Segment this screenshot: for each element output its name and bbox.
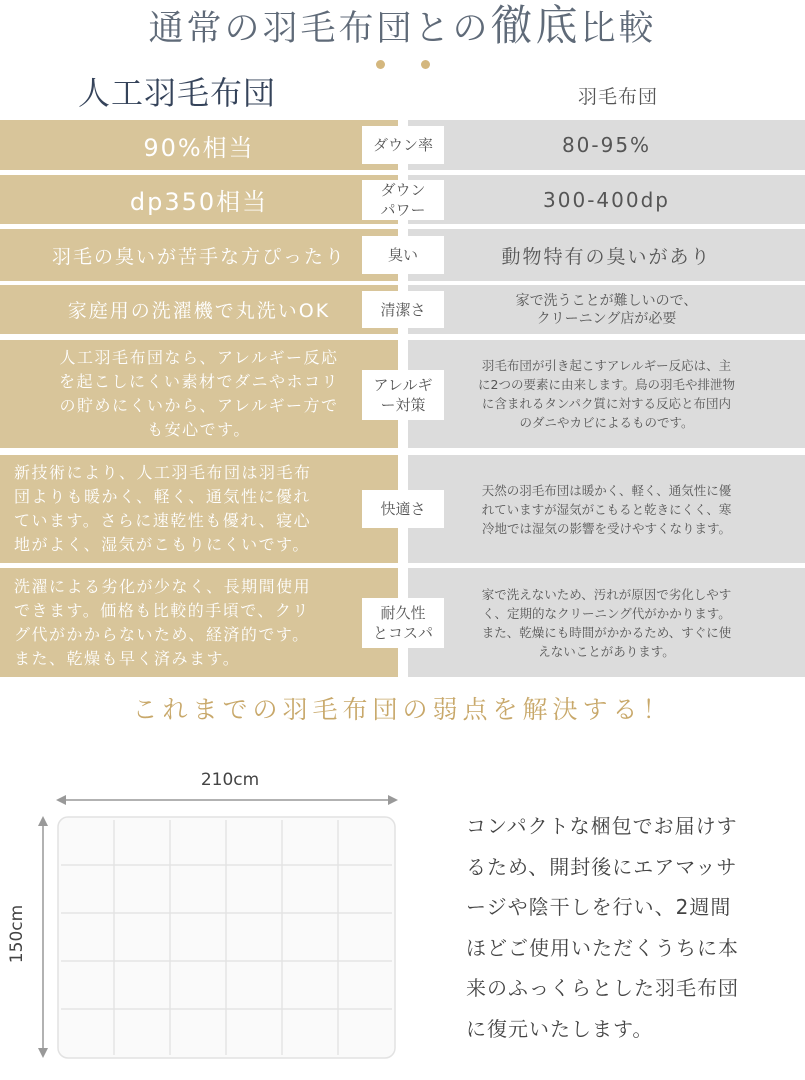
label-line: アレルギ xyxy=(373,376,433,394)
text-line: ージや陰干しを行い、2週間 xyxy=(466,895,732,919)
label-line: 耐久性 xyxy=(380,604,426,622)
text-line: 団よりも暖かく、軽く、通気性に優れ xyxy=(14,487,311,506)
text-line: も安心です。 xyxy=(147,420,251,439)
right-value xyxy=(408,285,805,334)
label-line: とコスパ xyxy=(372,624,433,642)
text-line: るため、開封後にエアマッサ xyxy=(466,854,738,879)
text-line: 来のふっくらとした羽毛布団 xyxy=(466,976,739,1000)
right-paragraph xyxy=(408,568,805,677)
text-line: 家で洗えないため、汚れが原因で劣化しやす xyxy=(481,586,732,602)
left-value: 家庭用の洗濯機で丸洗いOK xyxy=(0,285,398,334)
comparison-row-down-power xyxy=(0,175,805,224)
text-line: クリーニング店が必要 xyxy=(536,310,677,327)
left-value: dp350相当 xyxy=(0,175,398,224)
left-paragraph xyxy=(0,568,398,677)
row-label: 快適さ xyxy=(362,490,444,528)
text-line: また、乾燥も早く済みます。 xyxy=(14,648,241,668)
title-emphasis: 徹底 xyxy=(490,1,581,50)
text-line: のダニやカビによるものです。 xyxy=(519,415,694,430)
label-line: パワー xyxy=(380,201,426,219)
comparison-row-smell xyxy=(0,229,805,281)
left-column-heading: 人工羽毛布団 xyxy=(78,74,277,112)
right-value: 80-95% xyxy=(408,120,805,170)
comparison-row-allergy xyxy=(0,340,805,448)
text-line: の貯めにくいから、アレルギー方で xyxy=(59,396,339,415)
height-arrow xyxy=(38,816,48,1058)
row-label: 臭い xyxy=(362,236,444,274)
text-line: に含まれるタンパク質に対する反応と布団内 xyxy=(481,396,732,411)
left-value: 羽毛の臭いが苦手な方ぴったり xyxy=(0,229,398,281)
title-part: 通常の羽毛布団との xyxy=(148,9,491,49)
row-label xyxy=(362,370,444,420)
right-paragraph xyxy=(408,455,805,563)
description xyxy=(466,806,776,1049)
row-label: 清潔さ xyxy=(362,291,444,328)
right-paragraph xyxy=(408,340,805,448)
text-line: できます。価格も比較的手頃で、クリ xyxy=(14,600,310,620)
text-line: 洗濯による劣化が少なく、長期間使用 xyxy=(14,576,312,596)
dot xyxy=(421,60,430,69)
page-title xyxy=(0,0,805,52)
width-label: 210cm xyxy=(200,770,260,790)
text-line: く、定期的なクリーニング代がかかります。 xyxy=(482,605,731,621)
text-line: グ代がかからないため、経済的です。 xyxy=(14,624,310,644)
text-line: 羽毛布団が引き起こすアレルギー反応は、主 xyxy=(481,358,732,373)
dot xyxy=(376,60,385,69)
label-line: ダウン xyxy=(380,181,426,199)
height-label: 150cm xyxy=(7,904,27,964)
title-part: 比較 xyxy=(580,9,657,49)
row-label xyxy=(362,598,444,648)
text-line: ています。さらに速乾性も優れ、寝心 xyxy=(14,511,312,530)
right-value: 300-400dp xyxy=(408,175,805,224)
label-line: ー対策 xyxy=(380,396,426,414)
comparison-row-comfort xyxy=(0,455,805,563)
row-label: ダウン率 xyxy=(362,126,444,164)
width-arrow xyxy=(56,795,398,805)
text-line: を起こしにくい素材でダニやホコリ xyxy=(58,372,339,391)
text-line: えないことがあります。 xyxy=(538,643,675,659)
text-line: に2つの要素に由来します。鳥の羽毛や排泄物 xyxy=(478,377,735,392)
left-paragraph xyxy=(0,340,398,448)
text-line: 地がよく、湿気がこもりにくいです。 xyxy=(14,535,310,554)
text-line: 新技術により、人工羽毛布団は羽毛布 xyxy=(14,463,312,482)
text-line: れていますが湿気がこもると乾きにくく、寒 xyxy=(481,501,732,517)
comparison-row-down-ratio xyxy=(0,120,805,170)
headline: これまでの羽毛布団の弱点を解決する！ xyxy=(132,695,673,724)
text-line: 天然の羽毛布団は暖かく、軽く、通気性に優 xyxy=(481,482,732,498)
text-line: 冷地では湿気の影響を受けやすくなります。 xyxy=(481,520,731,536)
futon-size-diagram xyxy=(0,780,420,1070)
left-value: 90%相当 xyxy=(0,120,398,170)
comparison-row-durability-cost xyxy=(0,568,805,677)
text-line: 人工羽毛布団なら、アレルギー反応 xyxy=(59,348,339,367)
text-line: コンパクトな梱包でお届けす xyxy=(466,814,738,838)
text-line: また、乾燥にも時間がかかるため、すぐに使 xyxy=(481,624,732,640)
text-line: 家で洗うことが難しいので、 xyxy=(515,292,698,309)
right-value: 動物特有の臭いがあり xyxy=(408,229,805,281)
text-line: ほどご使用いただくうちに本 xyxy=(466,935,739,960)
right-column-heading: 羽毛布団 xyxy=(578,86,659,108)
futon-quilt-grid xyxy=(58,817,395,1058)
comparison-row-cleanliness xyxy=(0,285,805,334)
row-label xyxy=(362,180,444,220)
left-paragraph xyxy=(0,455,398,563)
text-line: に復元いたします。 xyxy=(466,1016,654,1041)
